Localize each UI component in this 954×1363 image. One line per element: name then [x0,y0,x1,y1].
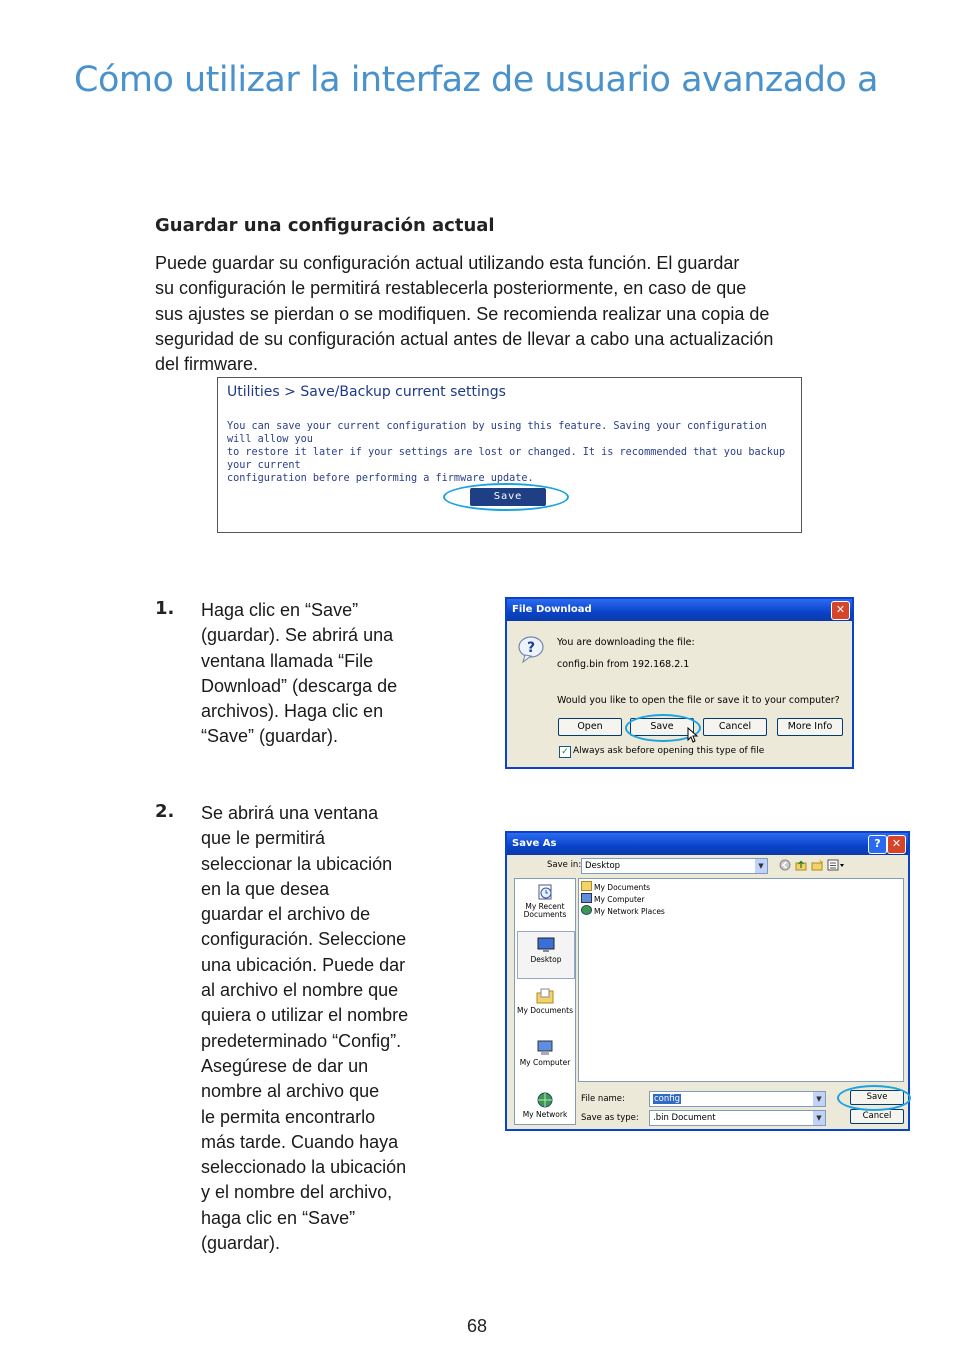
file-list-item[interactable] [581,905,665,917]
intro-line: Puede guardar su configuración actual utilizando esta función. El guardar [155,253,740,273]
new-folder-icon[interactable] [811,859,823,871]
intro-paragraph [155,251,865,377]
more-info-button[interactable]: More Info [777,718,843,736]
download-line-2: config.bin from 192.168.2.1 [557,659,690,670]
step-line: Download” (descarga de [201,675,398,696]
step-line: al archivo el nombre que [201,980,399,1001]
utilities-desc-line: to restore it later if your settings are lost or changed. It is recommended that you backup your current [227,447,786,471]
cancel-button[interactable]: Cancel [703,718,767,736]
highlight-ring [837,1085,911,1111]
intro-line: su configuración le permitirá restablecerla posteriormente, en caso de que [155,278,747,299]
file-name: My Computer [594,895,645,904]
place-label: My Recent Documents [523,902,567,919]
place-my-network[interactable] [515,1091,575,1119]
place-label: My Documents [516,1006,574,1015]
step-line: Haga clic en “Save” [201,600,359,620]
step-line: seleccionado la ubicación [201,1157,407,1178]
dialog-title-bar [507,833,908,855]
save-in-value: Desktop [585,861,621,871]
dialog-title: Save As [512,838,557,849]
step-number: 2. [155,801,175,822]
step-line: quiera o utilizar el nombre [201,1005,409,1026]
highlight-ring [443,483,569,511]
my-network-icon [535,1091,555,1109]
place-my-documents[interactable] [515,987,575,1015]
cancel-button[interactable]: Cancel [850,1109,904,1124]
save-in-select[interactable] [581,858,768,874]
step-line: seleccionar la ubicación [201,853,393,874]
save-button[interactable]: Save [850,1090,904,1105]
step-line: “Save” (guardar). [201,726,339,747]
dialog-title-bar [507,599,852,621]
question-icon [517,635,547,663]
back-icon[interactable] [779,859,791,871]
section-heading: Guardar una configuración actual [155,215,495,236]
step-line: predeterminado “Config”. [201,1030,402,1051]
place-desktop[interactable] [517,931,575,979]
save-as-type-select[interactable] [649,1110,826,1126]
step-number: 1. [155,598,175,619]
utilities-desc-line: configuration before performing a firmware update. [227,473,534,484]
checkbox-label: Always ask before opening this type of file [573,746,765,756]
page-number: 68 [466,1316,488,1336]
step-line: le permita encontrarlo [201,1106,376,1127]
step-line: Se abrirá una ventana [201,803,379,823]
help-icon[interactable]: ? [868,835,887,854]
my-documents-icon [535,987,555,1005]
utilities-desc-line: You can save your current configuration by using this feature. Saving your configuration will allow you [227,421,767,445]
step-line: (guardar). [201,1233,281,1254]
file-download-dialog [505,597,854,769]
step-line: (guardar). Se abrirá una [201,625,394,646]
utilities-screenshot [217,377,802,533]
step-text [201,598,461,750]
step-line: que le permitirá [201,828,326,849]
my-computer-icon [535,1039,555,1057]
dialog-title: File Download [512,604,592,615]
always-ask-checkbox[interactable]: ✓ [559,746,571,758]
step-line: archivos). Haga clic en [201,701,384,722]
download-question: Would you like to open the file or save it to your computer? [557,695,840,706]
step-line: Asegúrese de dar un [201,1055,369,1076]
save-as-dialog [505,831,910,1131]
step-line: y el nombre del archivo, [201,1182,393,1203]
up-folder-icon[interactable] [795,859,807,871]
open-button[interactable]: Open [558,718,622,736]
download-line-1: You are downloading the file: [557,637,695,648]
intro-line: sus ajustes se pierdan o se modifiquen. Se recomienda realizar una copia de [155,303,770,324]
chevron-down-icon: ▼ [813,1111,825,1125]
chevron-down-icon: ▼ [755,859,767,873]
file-list-item[interactable] [581,893,645,905]
chevron-down-icon: ▼ [813,1092,825,1106]
close-icon[interactable]: ✕ [887,835,906,854]
svg-text:?: ? [526,640,536,656]
utilities-description [227,420,797,485]
step-line: más tarde. Cuando haya [201,1131,399,1152]
place-my-computer[interactable] [515,1039,575,1067]
page-title: Cómo utilizar la interfaz de usuario avanzado a [74,60,878,100]
views-menu-icon[interactable] [827,859,845,871]
file-name-input[interactable] [649,1091,826,1107]
intro-line: seguridad de su configuración actual antes de llevar a cabo una actualización [155,328,774,349]
file-list-item[interactable] [581,881,650,893]
step-line: una ubicación. Puede dar [201,954,406,975]
save-button[interactable]: Save [630,718,694,736]
computer-icon [581,893,592,903]
step-line: ventana llamada “File [201,650,374,671]
utilities-title: Utilities > Save/Backup current settings [227,384,506,400]
place-label: My Network [522,1110,568,1119]
step-line: configuración. Seleccione [201,929,407,950]
file-list [578,878,904,1082]
save-as-type-label: Save as type: [581,1113,639,1123]
step-text [201,801,461,1256]
network-icon [581,905,592,915]
file-name: My Network Places [594,907,665,916]
place-label: My Computer [519,1058,571,1067]
step-line: guardar el archivo de [201,904,371,925]
save-in-label: Save in: [547,860,582,870]
place-recent-documents[interactable] [515,883,575,919]
place-label: Desktop [530,955,562,964]
file-name-label: File name: [581,1094,625,1104]
utilities-save-button[interactable]: Save [470,488,546,506]
recent-documents-icon [535,883,555,901]
intro-line: del firmware. [155,354,259,375]
places-bar [514,878,576,1125]
step-line: en la que desea [201,878,330,899]
close-icon[interactable]: ✕ [831,601,850,620]
file-name: My Documents [594,883,651,892]
file-name-value: config [654,1094,681,1104]
step-line: haga clic en “Save” [201,1207,356,1228]
cursor-icon [687,727,699,743]
save-as-type-value: .bin Document [653,1113,716,1123]
step-line: nombre al archivo que [201,1081,380,1102]
desktop-icon [536,936,556,954]
folder-icon [581,881,592,891]
